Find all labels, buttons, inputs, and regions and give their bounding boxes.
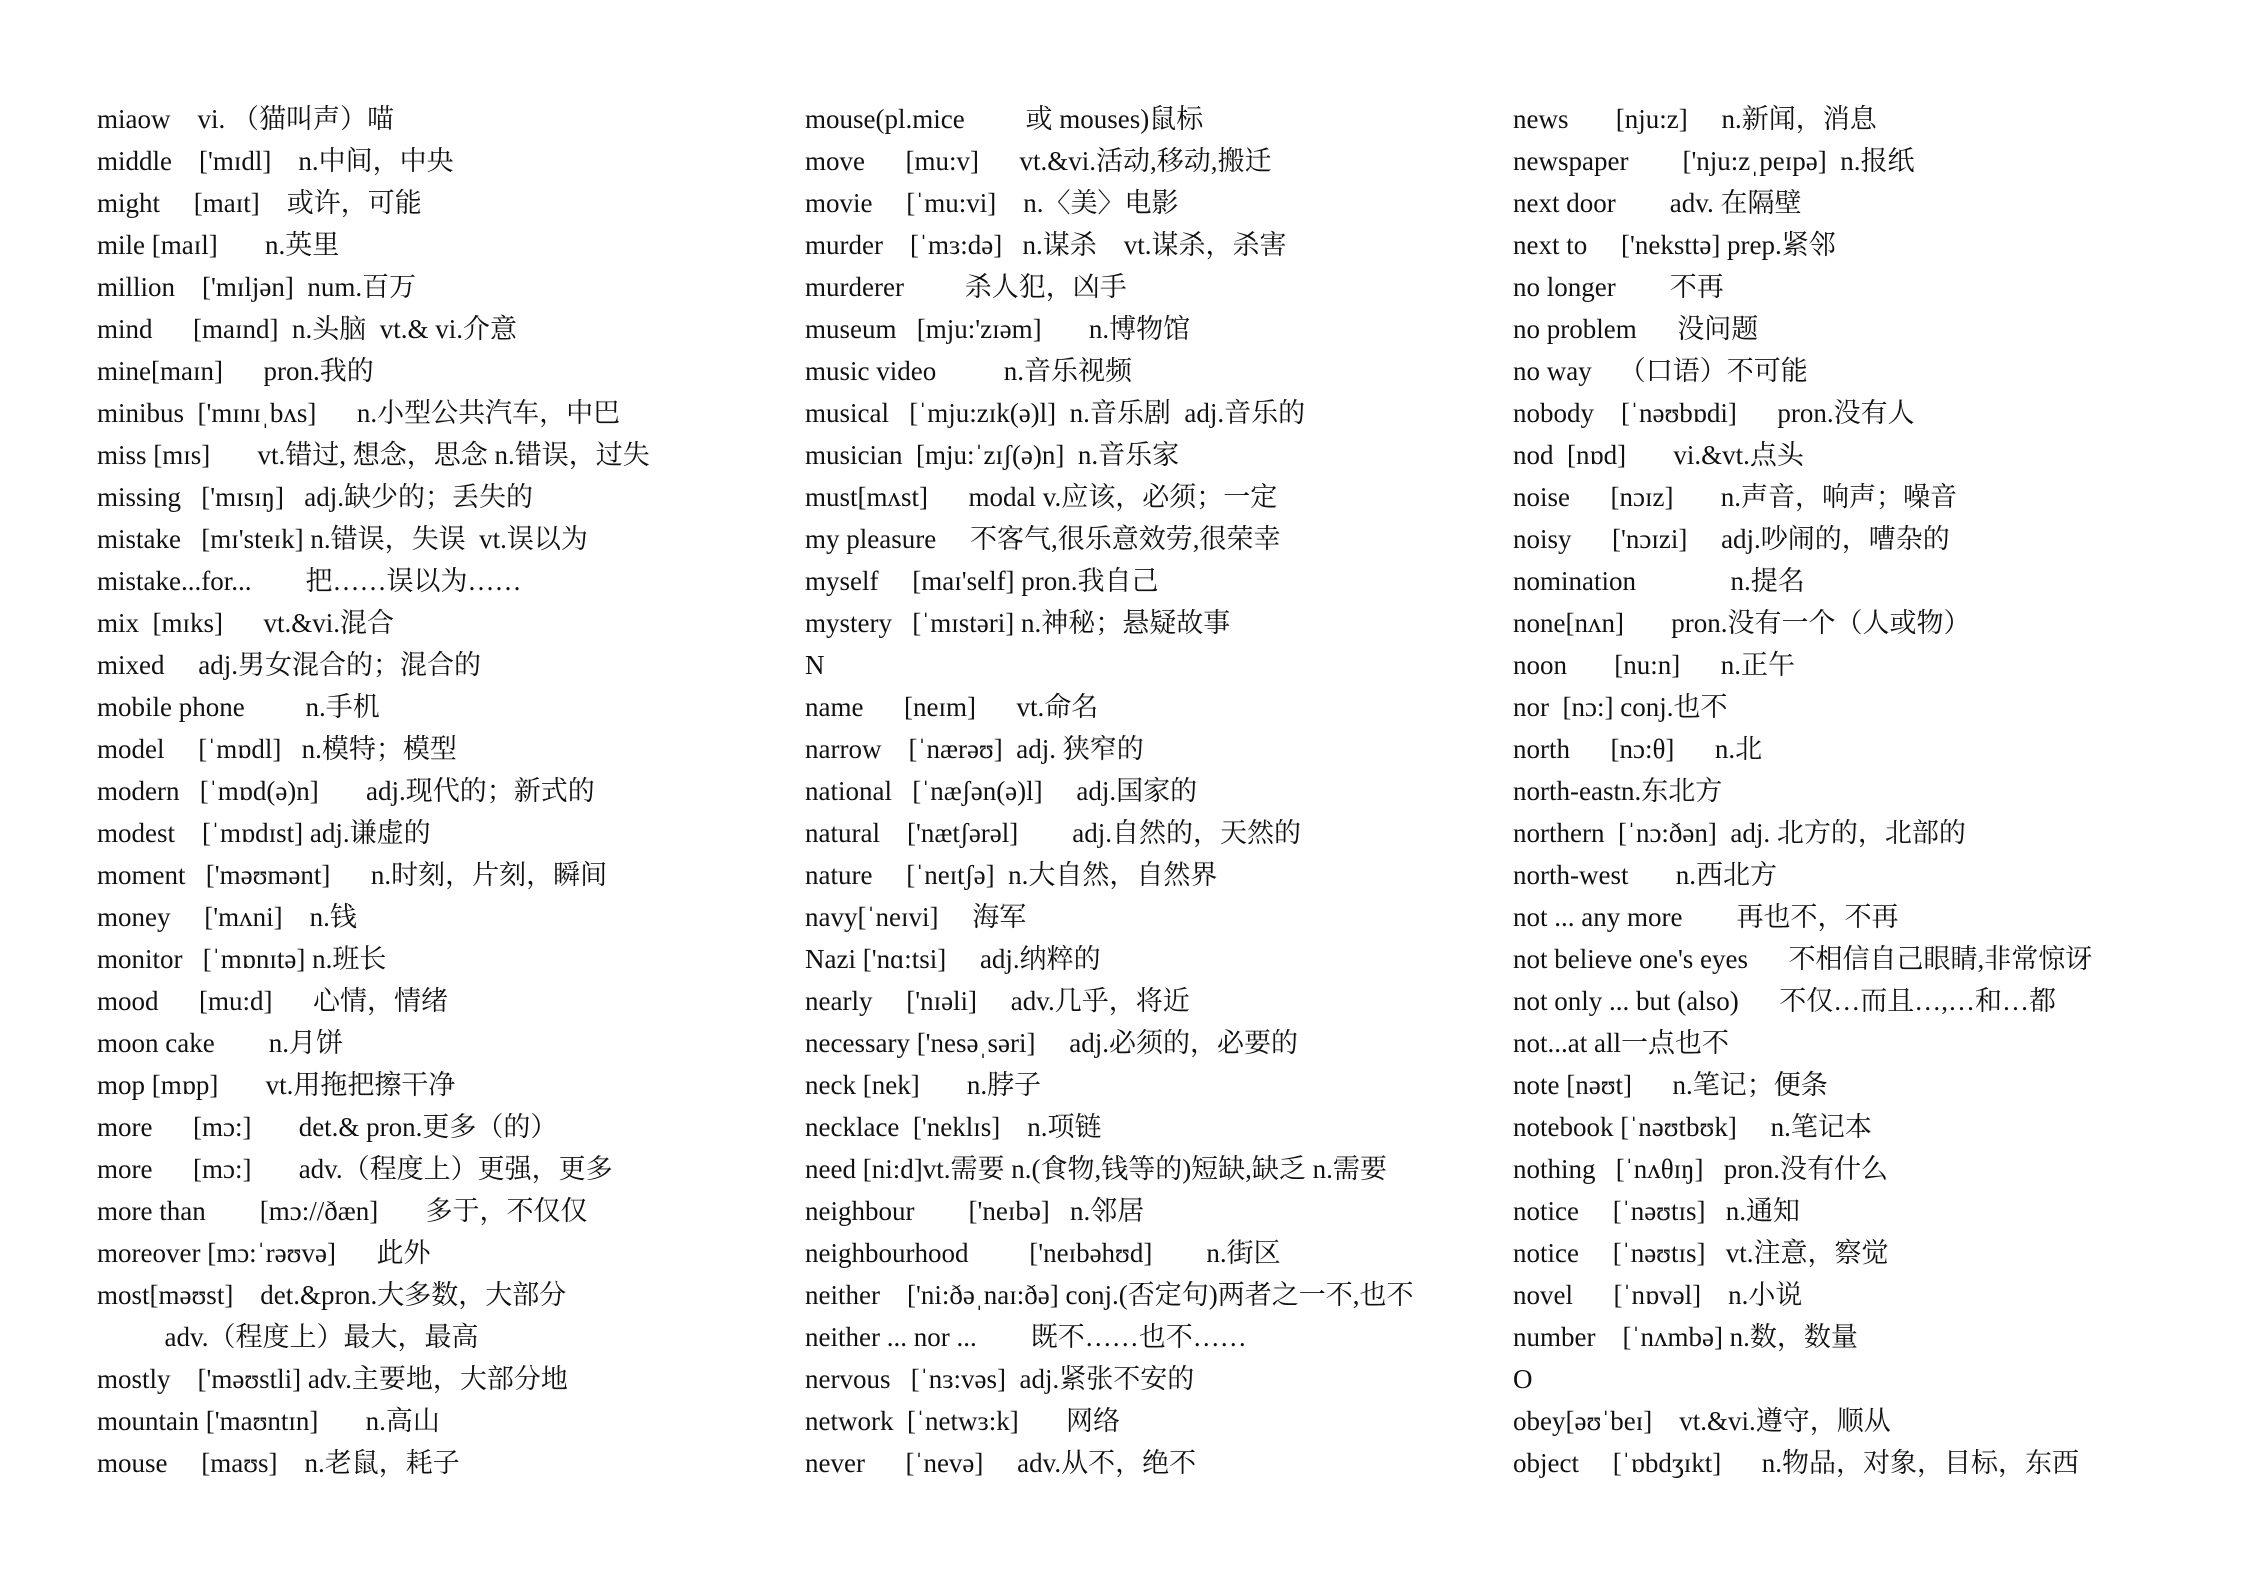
vocab-entry: mobile phone n.手机 (97, 692, 380, 722)
vocab-entry: mile [maɪl] n.英里 (97, 230, 340, 260)
vocab-entry: neighbourhood ['neɪbəhʊd] n.街区 (805, 1238, 1281, 1268)
vocab-entry: mine[maɪn] pron.我的 (97, 356, 374, 386)
vocab-entry: name [neɪm] vt.命名 (805, 692, 1099, 722)
vocab-entry: move [mu:v] vt.&vi.活动,移动,搬迁 (805, 146, 1272, 176)
vocab-entry: mostly ['məʊstli] adv.主要地，大部分地 (97, 1364, 568, 1394)
vocab-entry: most[məʊst] det.&pron.大多数，大部分 (97, 1280, 567, 1310)
vocab-entry: mountain ['maʊntɪn] n.高山 (97, 1406, 440, 1436)
vocab-entry: nearly ['nɪəli] adv.几乎，将近 (805, 986, 1190, 1016)
vocab-entry: monitor [ˈmɒnɪtə] n.班长 (97, 944, 387, 974)
vocab-entry: newspaper ['nju:zˌpeɪpə] n.报纸 (1513, 146, 1915, 176)
vocab-entry: next to ['neksttə] prep.紧邻 (1513, 230, 1836, 260)
vocab-entry: novel [ˈnɒvəl] n.小说 (1513, 1280, 1803, 1310)
vocab-entry: musician [mju:ˈzɪʃ(ə)n] n.音乐家 (805, 440, 1180, 470)
vocab-entry: nature [ˈneɪtʃə] n.大自然，自然界 (805, 860, 1218, 890)
vocab-entry: nervous [ˈnɜ:vəs] adj.紧张不安的 (805, 1364, 1195, 1394)
vocab-entry: moment ['məʊmənt] n.时刻，片刻，瞬间 (97, 860, 608, 890)
vocab-entry: noise [nɔɪz] n.声音，响声；噪音 (1513, 482, 1957, 512)
word-list-column-2 (805, 98, 1485, 1484)
word-list-column-3 (1513, 98, 2193, 1484)
vocab-entry: nod [nɒd] vi.&vt.点头 (1513, 440, 1804, 470)
vocab-entry: network [ˈnetwɜ:k] 网络 (805, 1406, 1121, 1436)
vocab-entry: model [ˈmɒdl] n.模特；模型 (97, 734, 457, 764)
vocab-entry: narrow [ˈnærəʊ] adj. 狭窄的 (805, 734, 1144, 764)
vocab-entry: no way （口语）不可能 (1513, 356, 1808, 386)
vocab-entry: necklace ['neklɪs] n.项链 (805, 1112, 1102, 1142)
vocab-entry: musical [ˈmju:zɪk(ə)l] n.音乐剧 adj.音乐的 (805, 398, 1306, 428)
vocab-entry: nothing [ˈnʌθɪŋ] pron.没有什么 (1513, 1154, 1889, 1184)
vocab-entry: nobody [ˈnəʊbɒdi] pron.没有人 (1513, 398, 1915, 428)
vocab-entry: myself [maɪ'self] pron.我自己 (805, 566, 1159, 596)
vocab-entry: no longer 不再 (1513, 272, 1724, 302)
vocab-entry: navy[ˈneɪvi] 海军 (805, 902, 1027, 932)
vocab-entry: nor [nɔ:] conj.也不 (1513, 692, 1728, 722)
vocab-entry: nomination n.提名 (1513, 566, 1805, 596)
vocab-entry: adv.（程度上）最大，最高 (97, 1322, 479, 1352)
vocab-entry: northern [ˈnɔ:ðən] adj. 北方的，北部的 (1513, 818, 1966, 848)
vocab-entry: million ['mɪljən] num.百万 (97, 272, 417, 302)
vocab-entry: object [ˈɒbdʒɪkt] n.物品，对象，目标，东西 (1513, 1448, 2080, 1478)
vocab-entry: natural ['nætʃərəl] adj.自然的，天然的 (805, 818, 1302, 848)
vocab-entry: movie [ˈmu:vi] n.〈美〉电影 (805, 188, 1179, 218)
vocab-entry: must[mʌst] modal v.应该，必须；一定 (805, 482, 1278, 512)
vocab-entry: more [mɔ:] det.& pron.更多（的） (97, 1112, 558, 1142)
vocab-entry: murderer 杀人犯，凶手 (805, 272, 1127, 302)
vocab-entry: mistake...for... 把……误以为…… (97, 566, 522, 596)
vocab-entry: miaow vi. （猫叫声）喵 (97, 104, 394, 134)
vocab-entry: not...at all一点也不 (1513, 1028, 1729, 1058)
vocab-entry: necessary ['nesəˌsəri] adj.必须的，必要的 (805, 1028, 1298, 1058)
vocab-entry: mop [mɒp] vt.用拖把擦干净 (97, 1070, 456, 1100)
vocab-entry: my pleasure 不客气,很乐意效劳,很荣幸 (805, 524, 1281, 554)
vocab-entry: notice [ˈnəʊtɪs] vt.注意，察觉 (1513, 1238, 1889, 1268)
vocab-entry: not ... any more 再也不，不再 (1513, 902, 1899, 932)
vocab-entry: miss [mɪs] vt.错过, 想念，思念 n.错误，过失 (97, 440, 650, 470)
vocab-entry: need [ni:d]vt.需要 n.(食物,钱等的)短缺,缺乏 n.需要 (805, 1154, 1387, 1184)
vocab-entry: noon [nu:n] n.正午 (1513, 650, 1795, 680)
vocab-entry: mystery [ˈmɪstəri] n.神秘；悬疑故事 (805, 608, 1231, 638)
vocab-entry: obey[əʊˈbeɪ] vt.&vi.遵守，顺从 (1513, 1406, 1891, 1436)
vocab-entry: not believe one's eyes 不相信自己眼睛,非常惊讶 (1513, 944, 2093, 974)
vocab-entry: noisy ['nɔɪzi] adj.吵闹的，嘈杂的 (1513, 524, 1950, 554)
vocab-entry: might [maɪt] 或许，可能 (97, 188, 422, 218)
vocab-entry: no problem 没问题 (1513, 314, 1759, 344)
vocab-entry: mouse [maʊs] n.老鼠，耗子 (97, 1448, 460, 1478)
vocab-entry: national [ˈnæʃən(ə)l] adj.国家的 (805, 776, 1198, 806)
vocab-entry: north [nɔ:θ] n.北 (1513, 734, 1763, 764)
vocab-entry: more [mɔ:] adv.（程度上）更强，更多 (97, 1154, 613, 1184)
vocab-entry: money ['mʌni] n.钱 (97, 902, 357, 932)
vocab-entry: mistake [mɪ'steɪk] n.错误，失误 vt.误以为 (97, 524, 588, 554)
word-list-column-1 (97, 98, 777, 1484)
vocab-entry: notebook [ˈnəʊtbʊk] n.笔记本 (1513, 1112, 1872, 1142)
vocab-entry: minibus ['mɪnɪˌbʌs] n.小型公共汽车，中巴 (97, 398, 621, 428)
vocab-entry: moon cake n.月饼 (97, 1028, 343, 1058)
vocab-entry: none[nʌn] pron.没有一个（人或物） (1513, 608, 1971, 638)
vocab-entry: never [ˈnevə] adv.从不，绝不 (805, 1448, 1197, 1478)
vocab-entry: neighbour ['neɪbə] n.邻居 (805, 1196, 1145, 1226)
vocab-entry: mouse(pl.mice 或 mouses)鼠标 (805, 104, 1204, 134)
vocab-entry: modern [ˈmɒd(ə)n] adj.现代的；新式的 (97, 776, 595, 806)
vocab-entry: more than [mɔ://ðæn] 多于，不仅仅 (97, 1196, 588, 1226)
vocab-entry: neither ... nor ... 既不……也不…… (805, 1322, 1247, 1352)
vocab-entry: mind [maɪnd] n.头脑 vt.& vi.介意 (97, 314, 517, 344)
vocab-entry: museum [mju:'zɪəm] n.博物馆 (805, 314, 1191, 344)
vocab-entry: murder [ˈmɜ:də] n.谋杀 vt.谋杀，杀害 (805, 230, 1287, 260)
vocab-entry: news [nju:z] n.新闻，消息 (1513, 104, 1877, 134)
vocab-entry: middle ['mɪdl] n.中间，中央 (97, 146, 454, 176)
vocab-entry: Nazi ['nɑ:tsi] adj.纳粹的 (805, 944, 1101, 974)
vocab-entry: note [nəʊt] n.笔记；便条 (1513, 1070, 1828, 1100)
vocab-entry: notice [ˈnəʊtɪs] n.通知 (1513, 1196, 1801, 1226)
vocab-entry: mix [mɪks] vt.&vi.混合 (97, 608, 394, 638)
vocab-entry: not only ... but (also) 不仅…而且…,…和…都 (1513, 986, 2056, 1016)
vocab-entry: music video n.音乐视频 (805, 356, 1132, 386)
vocab-entry: next door adv. 在隔壁 (1513, 188, 1802, 218)
vocab-entry: number [ˈnʌmbə] n.数，数量 (1513, 1322, 1858, 1352)
vocab-entry: missing ['mɪsɪŋ] adj.缺少的；丢失的 (97, 482, 533, 512)
vocab-entry: north-eastn.东北方 (1513, 776, 1723, 806)
vocab-entry: neck [nek] n.脖子 (805, 1070, 1042, 1100)
vocab-entry: neither ['ni:ðəˌnaɪ:ðə] conj.(否定句)两者之一不,也不 (805, 1280, 1414, 1310)
vocab-entry: N (805, 650, 825, 680)
vocab-entry: mood [mu:d] 心情，情绪 (97, 986, 448, 1016)
vocab-entry: moreover [mɔ:ˈrəʊvə] 此外 (97, 1238, 431, 1268)
vocab-entry: O (1513, 1364, 1533, 1394)
vocab-entry: north-west n.西北方 (1513, 860, 1777, 890)
vocab-entry: mixed adj.男女混合的；混合的 (97, 650, 481, 680)
vocab-entry: modest [ˈmɒdɪst] adj.谦虚的 (97, 818, 431, 848)
